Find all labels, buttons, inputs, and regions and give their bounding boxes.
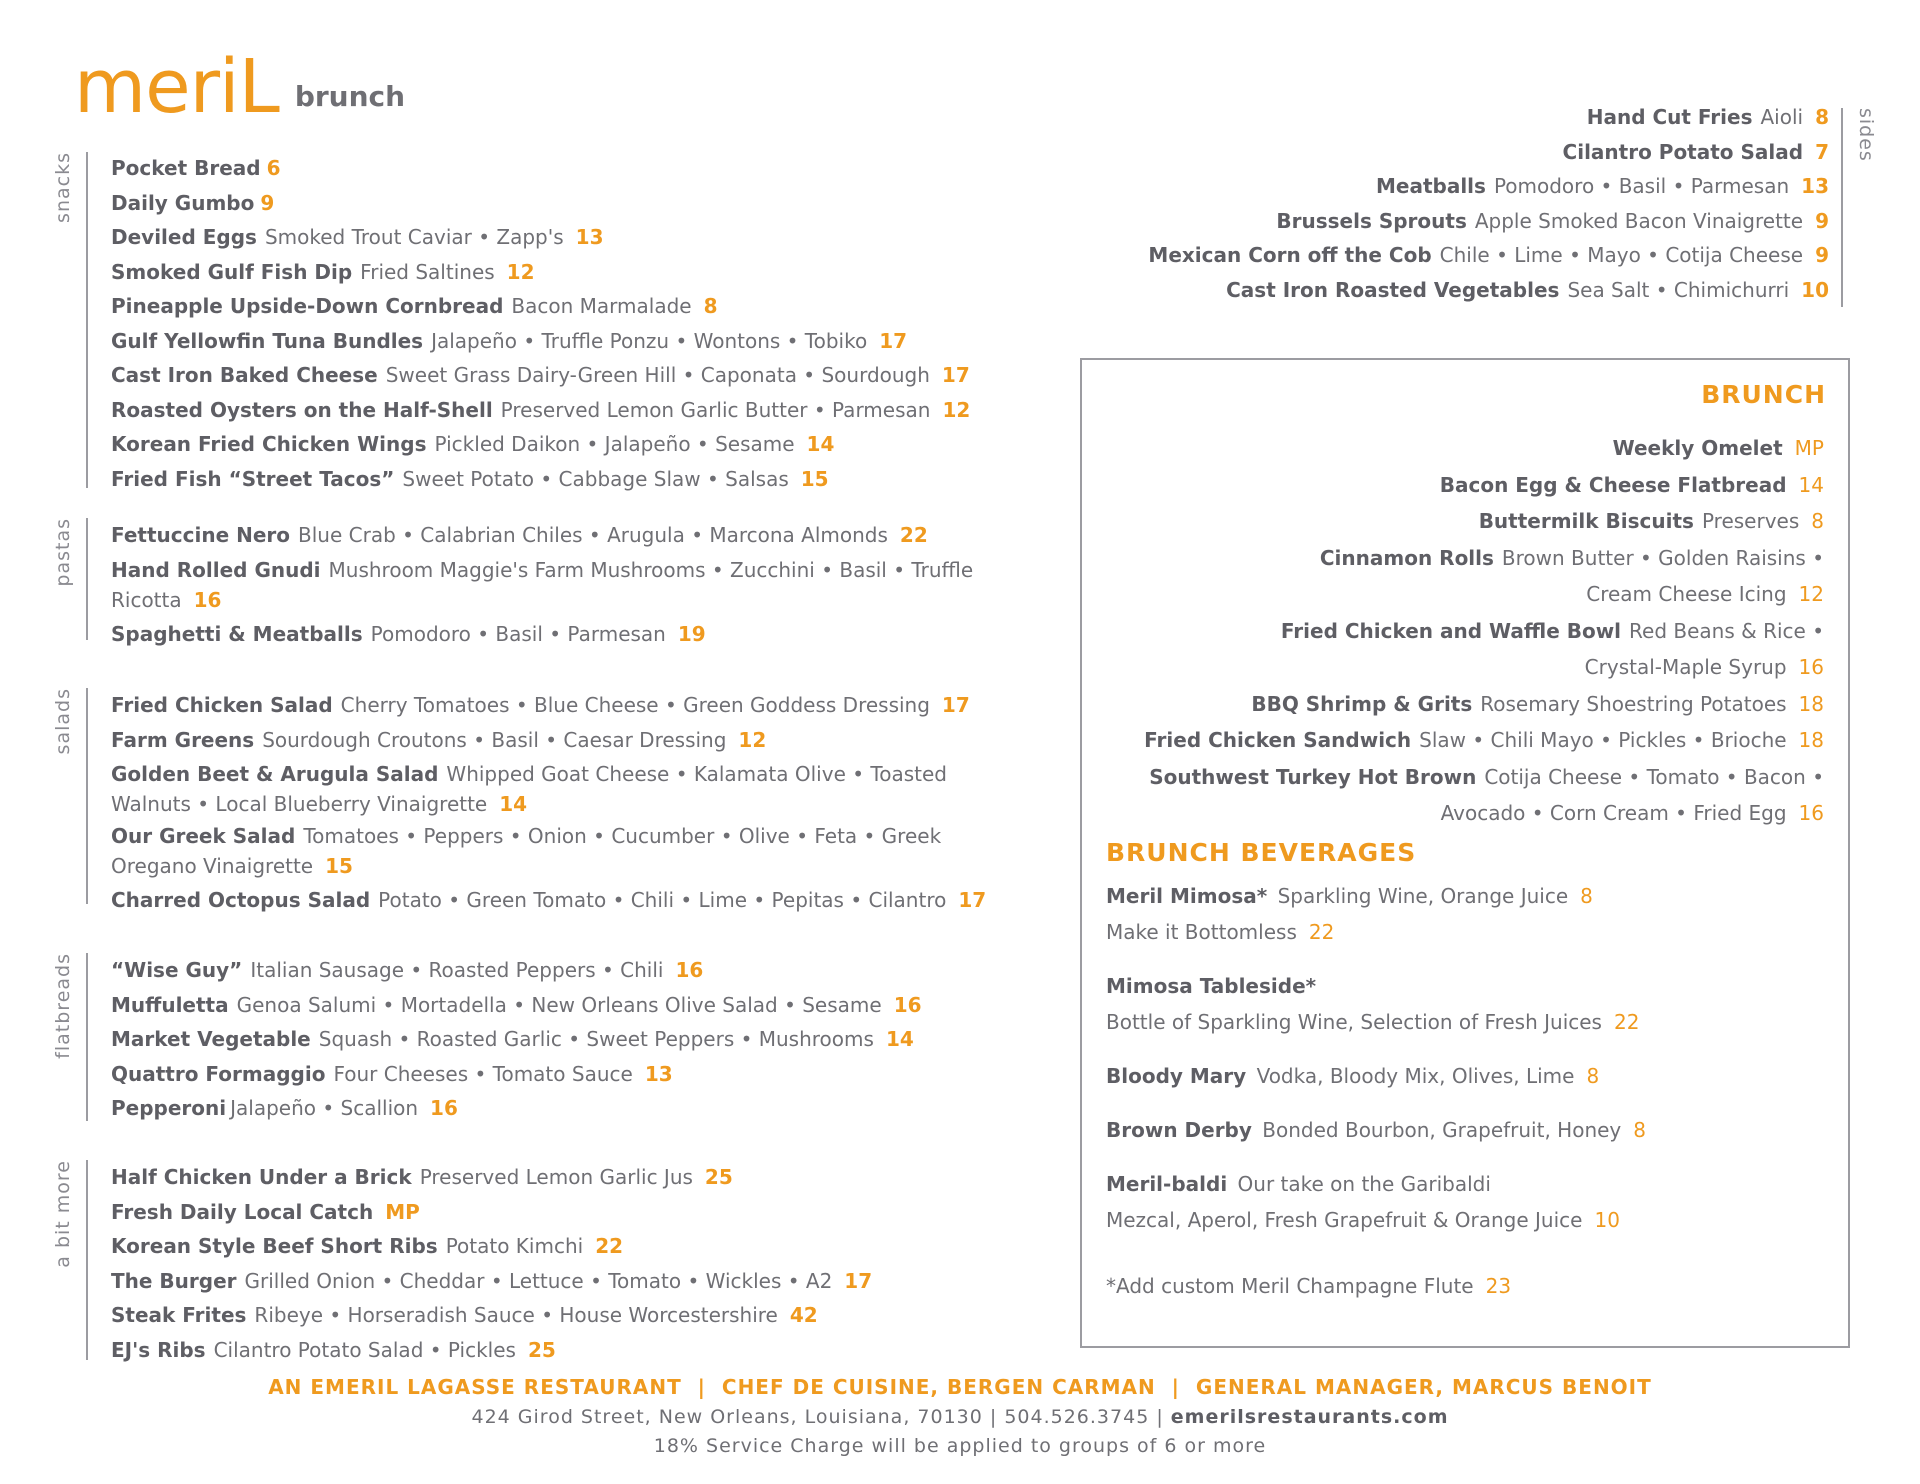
menu-item: Weekly Omelet MP <box>1612 436 1824 460</box>
menu-item: Hand Rolled Gnudi Mushroom Maggie's Farm Mushrooms • Zucchini • Basil • Truffle Ricotta 16 <box>111 557 974 612</box>
menu-item: Mexican Corn off the Cob Chile • Lime • Mayo • Cotija Cheese 9 <box>1148 243 1829 267</box>
menu-item: Market Vegetable Squash • Roasted Garlic • Sweet Peppers • Mushrooms 14 <box>111 1027 914 1051</box>
beverage-item: Mimosa Tableside* <box>1106 974 1317 998</box>
section-flatbreads <box>52 953 922 1121</box>
beverage-item: Brown Derby Bonded Bourbon, Grapefruit, Honey 8 <box>1106 1118 1646 1142</box>
menu-item: Fried Chicken Salad Cherry Tomatoes • Blue Cheese • Green Goddess Dressing 17 <box>111 693 970 717</box>
menu-item: Gulf Yellowfin Tuna Bundles Jalapeño • Truffle Ponzu • Wontons • Tobiko 17 <box>111 328 908 353</box>
section-rule <box>86 953 88 1121</box>
menu-item: EJ's Ribs Cilantro Potato Salad • Pickles 25 <box>111 1337 556 1362</box>
footer-note: 18% Service Charge will be applied to groups of 6 or more <box>653 1435 1267 1457</box>
section-label-sides: sides <box>1855 108 1877 162</box>
menu-item: Steak Frites Ribeye • Horseradish Sauce • House Worcestershire 42 <box>111 1303 818 1327</box>
footer-credits: AN EMERIL LAGASSE RESTAURANT | CHEF DE CUISINE, BERGEN CARMAN | GENERAL MANAGER, MARCUS BENOIT <box>268 1375 1652 1399</box>
menu-item: Pepperoni Jalapeño • Scallion 16 <box>111 1096 458 1120</box>
menu-item: Golden Beet & Arugula Salad Whipped Goat Cheese • Kalamata Olive • Toasted Walnuts • Local Blueberry Vinaigrette 14 <box>111 762 947 816</box>
section-rule <box>86 152 88 488</box>
section-rule <box>1841 108 1843 307</box>
menu-item: Southwest Turkey Hot Brown Cotija Cheese • Tomato • Bacon • <box>1149 764 1824 789</box>
menu-item: Deviled Eggs Smoked Trout Caviar • Zapp's 13 <box>111 225 604 249</box>
menu-item: Our Greek Salad Tomatoes • Peppers • Onion • Cucumber • Olive • Feta • Greek Oregano Vinaigrette 15 <box>111 824 942 878</box>
menu-item: Cinnamon Rolls Brown Butter • Golden Raisins • <box>1319 545 1824 570</box>
menu-item: Cast Iron Roasted Vegetables Sea Salt • Chimichurri 10 <box>1226 277 1829 302</box>
menu-item-continued: Avocado • Corn Cream • Fried Egg 16 <box>1440 801 1824 825</box>
menu-item-continued: Crystal-Maple Syrup 16 <box>1584 655 1824 679</box>
menu-item: Fried Chicken Sandwich Slaw • Chili Mayo • Pickles • Brioche 18 <box>1144 728 1824 752</box>
menu-item: Bacon Egg & Cheese Flatbread 14 <box>1439 472 1824 497</box>
menu-item: Spaghetti & Meatballs Pomodoro • Basil • Parmesan 19 <box>111 621 706 646</box>
menu-item: Meatballs Pomodoro • Basil • Parmesan 13 <box>1375 174 1829 198</box>
menu-item: Fried Chicken and Waffle Bowl Red Beans & Rice • <box>1280 618 1824 643</box>
section-pastas <box>52 518 1001 646</box>
section-label-snacks: snacks <box>52 152 74 223</box>
menu-item: Charred Octopus Salad Potato • Green Tomato • Chili • Lime • Pepitas • Cilantro 17 <box>111 888 987 912</box>
menu-item: Fresh Daily Local Catch MP <box>111 1199 420 1224</box>
beverage-item: Bloody Mary Vodka, Bloody Mix, Olives, Lime 8 <box>1106 1064 1600 1088</box>
menu-item: Half Chicken Under a Brick Preserved Lemon Garlic Jus 25 <box>111 1165 733 1189</box>
brunch-box <box>1080 358 1850 1348</box>
menu-item: Roasted Oysters on the Half-Shell Preserved Lemon Garlic Butter • Parmesan 12 <box>111 397 971 422</box>
section-sides <box>1148 100 1877 307</box>
menu-item: The Burger Grilled Onion • Cheddar • Lettuce • Tomato • Wickles • A2 17 <box>111 1268 873 1293</box>
menu-item: Korean Fried Chicken Wings Pickled Daikon • Jalapeño • Sesame 14 <box>111 432 835 456</box>
logo-wordmark: meriL <box>74 44 279 130</box>
menu-item: Korean Style Beef Short Ribs Potato Kimchi 22 <box>111 1234 624 1258</box>
menu-item: “Wise Guy” Italian Sausage • Roasted Peppers • Chili 16 <box>111 958 704 982</box>
menu-item: Muffuletta Genoa Salumi • Mortadella • New Orleans Olive Salad • Sesame 16 <box>111 992 922 1017</box>
beverages-title: BRUNCH BEVERAGES <box>1106 838 1417 867</box>
menu-item: Cilantro Potato Salad 7 <box>1562 139 1829 164</box>
menu-item: Fettuccine Nero Blue Crab • Calabrian Chiles • Arugula • Marcona Almonds 22 <box>111 523 928 547</box>
menu-item: Hand Cut Fries Aioli 8 <box>1586 105 1829 129</box>
section-label-pastas: pastas <box>52 518 74 587</box>
section-label-flatbreads: flatbreads <box>52 953 74 1059</box>
menu-item: Smoked Gulf Fish Dip Fried Saltines 12 <box>111 259 535 284</box>
section-snacks <box>52 152 971 491</box>
menu-item: Pineapple Upside-Down Cornbread Bacon Marmalade 8 <box>111 294 718 318</box>
logo <box>74 44 406 130</box>
footer-website[interactable]: emerilsrestaurants.com <box>1170 1406 1449 1428</box>
section-rule <box>86 1160 88 1360</box>
menu-item: BBQ Shrimp & Grits Rosemary Shoestring Potatoes 18 <box>1251 691 1824 716</box>
beverage-desc: Mezcal, Aperol, Fresh Grapefruit & Orange Juice 10 <box>1106 1208 1620 1232</box>
footer-address: 424 Girod Street, New Orleans, Louisiana, 70130 | 504.526.3745 | emerilsrestaurants.com <box>471 1406 1449 1428</box>
beverage-desc: Bottle of Sparkling Wine, Selection of Fresh Juices 22 <box>1106 1010 1640 1034</box>
footer <box>0 1372 1920 1460</box>
menu-item: Pocket Bread 6 <box>111 156 281 180</box>
menu-subtitle: brunch <box>294 80 406 113</box>
beverage-item: Meril Mimosa* Sparkling Wine, Orange Juice 8 <box>1106 884 1593 908</box>
menu-item: Quattro Formaggio Four Cheeses • Tomato Sauce 13 <box>111 1061 673 1086</box>
menu-item: Fried Fish “Street Tacos” Sweet Potato • Cabbage Slaw • Salsas 15 <box>111 466 829 491</box>
section-label-salads: salads <box>52 688 74 755</box>
menu-item: Daily Gumbo 9 <box>111 190 275 215</box>
menu-item: Farm Greens Sourdough Croutons • Basil • Caesar Dressing 12 <box>111 727 767 752</box>
menu-item: Buttermilk Biscuits Preserves 8 <box>1478 509 1824 533</box>
beverage-item: Meril-baldi Our take on the Garibaldi <box>1106 1172 1491 1196</box>
section-rule <box>86 518 88 640</box>
menu-item: Brussels Sprouts Apple Smoked Bacon Vinaigrette 9 <box>1276 208 1829 233</box>
section-a-bit-more <box>52 1160 873 1362</box>
section-salads <box>52 688 987 912</box>
beverage-addon: *Add custom Meril Champagne Flute 23 <box>1106 1274 1512 1298</box>
menu-item-continued: Cream Cheese Icing 12 <box>1586 582 1824 606</box>
menu-item: Cast Iron Baked Cheese Sweet Grass Dairy-Green Hill • Caponata • Sourdough 17 <box>111 363 970 387</box>
brunch-title: BRUNCH <box>1701 380 1826 409</box>
beverage-extra: Make it Bottomless 22 <box>1106 920 1335 944</box>
section-rule <box>86 688 88 904</box>
section-label-a-bit-more: a bit more <box>52 1160 74 1268</box>
